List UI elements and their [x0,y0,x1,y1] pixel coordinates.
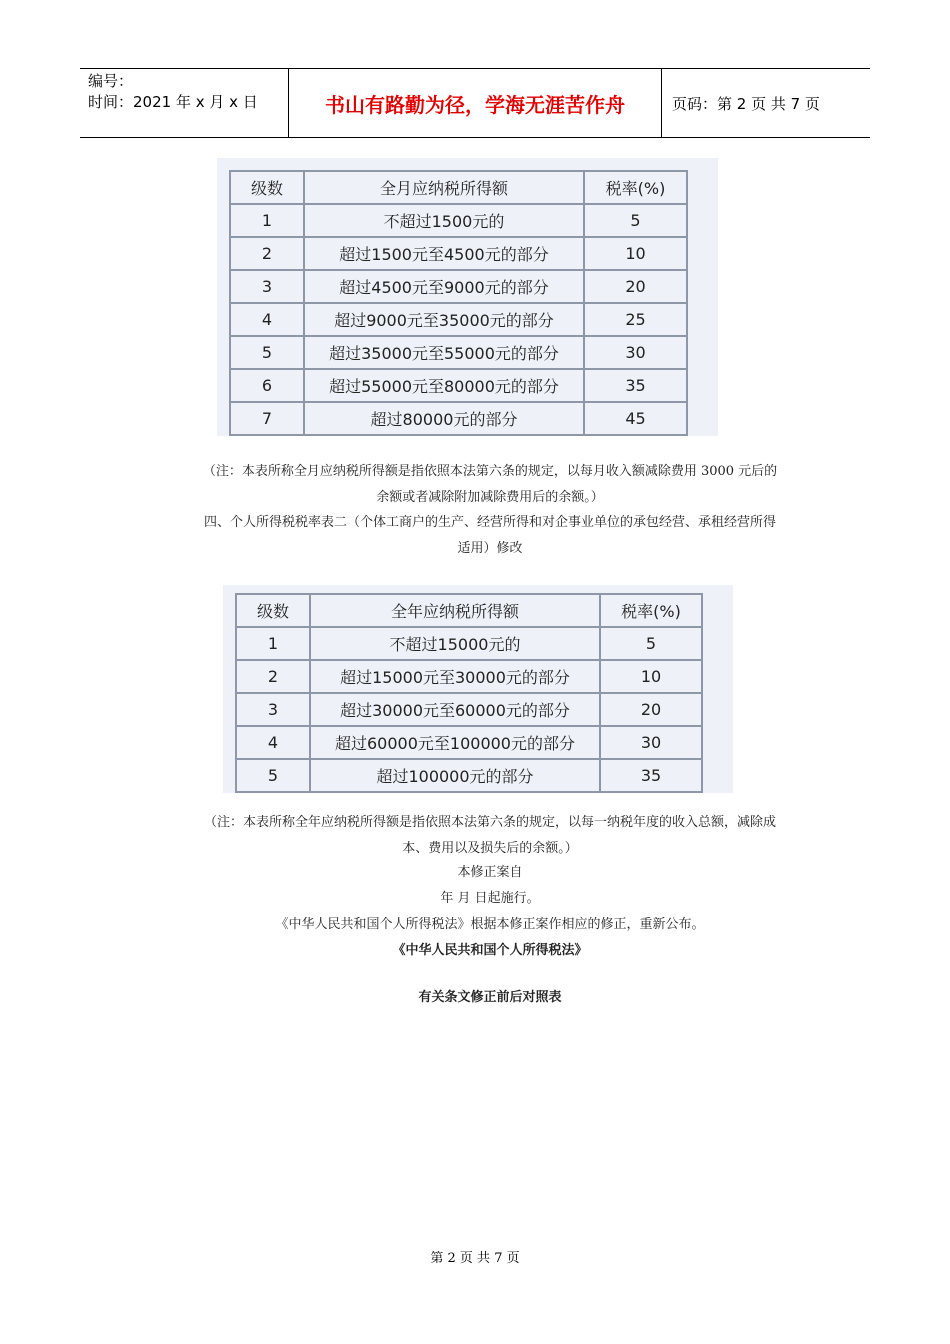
time-label: 时间：2021 年 x 月 x 日 [88,93,258,111]
cell-income-range: 不超过15000元的 [310,627,600,660]
tax-table-annual [235,593,703,793]
col-header-level: 级数 [236,594,310,627]
header-page-info: 页码：第 2 页 共 7 页 [672,94,820,113]
header-motto: 书山有路勤为径，学海无涯苦作舟 [288,69,662,137]
table-header-row [230,171,687,204]
cell-rate: 5 [584,204,687,237]
cell-income-range: 超过60000元至100000元的部分 [310,726,600,759]
note-annual-line1: （注：本表所称全年应纳税所得额是指依照本法第六条的规定，以每一纳税年度的收入总额，减除成 [203,815,776,830]
tax-table-annual-panel [223,585,733,793]
tax-table-monthly [229,170,688,436]
effective-line2: 年 月 日起施行。 [440,891,540,906]
cell-income-range: 超过15000元至30000元的部分 [310,660,600,693]
cell-level: 4 [236,726,310,759]
cell-rate: 35 [584,369,687,402]
note-monthly-line1: （注：本表所称全月应纳税所得额是指依照本法第六条的规定，以每月收入额减除费用 3000 元后的 [202,464,778,479]
table-row [230,369,687,402]
col-header-level: 级数 [230,171,304,204]
number-label: 编号： [88,72,134,90]
cell-level: 6 [230,369,304,402]
table-row [230,204,687,237]
section-4-line2: 适用）修改 [457,541,523,556]
republish-statement: 《中华人民共和国个人所得税法》根据本修正案作相应的修正，重新公布。 [275,917,705,932]
cell-income-range: 超过100000元的部分 [310,759,600,792]
table-header-row [236,594,702,627]
table-row [230,237,687,270]
cell-rate: 45 [584,402,687,435]
table-row [236,759,702,792]
col-header-income: 全年应纳税所得额 [310,594,600,627]
note-annual-line2: 本、费用以及损失后的余额。） [402,841,578,856]
table-row [230,402,687,435]
cell-level: 4 [230,303,304,336]
table-row [230,270,687,303]
cell-rate: 20 [584,270,687,303]
tax-table-monthly-panel [217,158,718,436]
table-row [236,726,702,759]
cell-level: 2 [236,660,310,693]
cell-income-range: 超过55000元至80000元的部分 [304,369,584,402]
table-row [230,336,687,369]
section-4-heading [100,510,880,562]
effective-date-block [100,860,880,964]
cell-rate: 30 [600,726,702,759]
cell-income-range: 超过30000元至60000元的部分 [310,693,600,726]
section-4-line1: 四、个人所得税税率表二（个体工商户的生产、经营所得和对企事业单位的承包经营、承租经营所得 [203,515,776,530]
table-row [236,660,702,693]
header-meta [80,69,288,137]
cell-level: 3 [230,270,304,303]
cell-level: 5 [236,759,310,792]
cell-level: 7 [230,402,304,435]
note-monthly [100,459,880,511]
effective-line1: 本修正案自 [457,865,523,880]
table-row [236,627,702,660]
cell-income-range: 不超过1500元的 [304,204,584,237]
page-header [80,68,870,138]
col-header-rate: 税率(%) [600,594,702,627]
cell-rate: 25 [584,303,687,336]
cell-rate: 10 [584,237,687,270]
cell-income-range: 超过1500元至4500元的部分 [304,237,584,270]
note-monthly-line2: 余额或者减除附加减除费用后的余额。） [376,490,604,505]
cell-rate: 10 [600,660,702,693]
cell-level: 1 [236,627,310,660]
col-header-income: 全月应纳税所得额 [304,171,584,204]
law-title: 《中华人民共和国个人所得税法》 [392,943,588,958]
cell-income-range: 超过80000元的部分 [304,402,584,435]
cell-rate: 20 [600,693,702,726]
cell-level: 3 [236,693,310,726]
cell-rate: 35 [600,759,702,792]
cell-income-range: 超过35000元至55000元的部分 [304,336,584,369]
cell-level: 2 [230,237,304,270]
cell-income-range: 超过4500元至9000元的部分 [304,270,584,303]
col-header-rate: 税率(%) [584,171,687,204]
page-footer: 第 2 页 共 7 页 [430,1251,520,1266]
comparison-table-title: 有关条文修正前后对照表 [418,990,562,1005]
cell-level: 1 [230,204,304,237]
cell-income-range: 超过9000元至35000元的部分 [304,303,584,336]
table-row [230,303,687,336]
cell-rate: 5 [600,627,702,660]
cell-rate: 30 [584,336,687,369]
table-row [236,693,702,726]
cell-level: 5 [230,336,304,369]
note-annual [100,810,880,862]
